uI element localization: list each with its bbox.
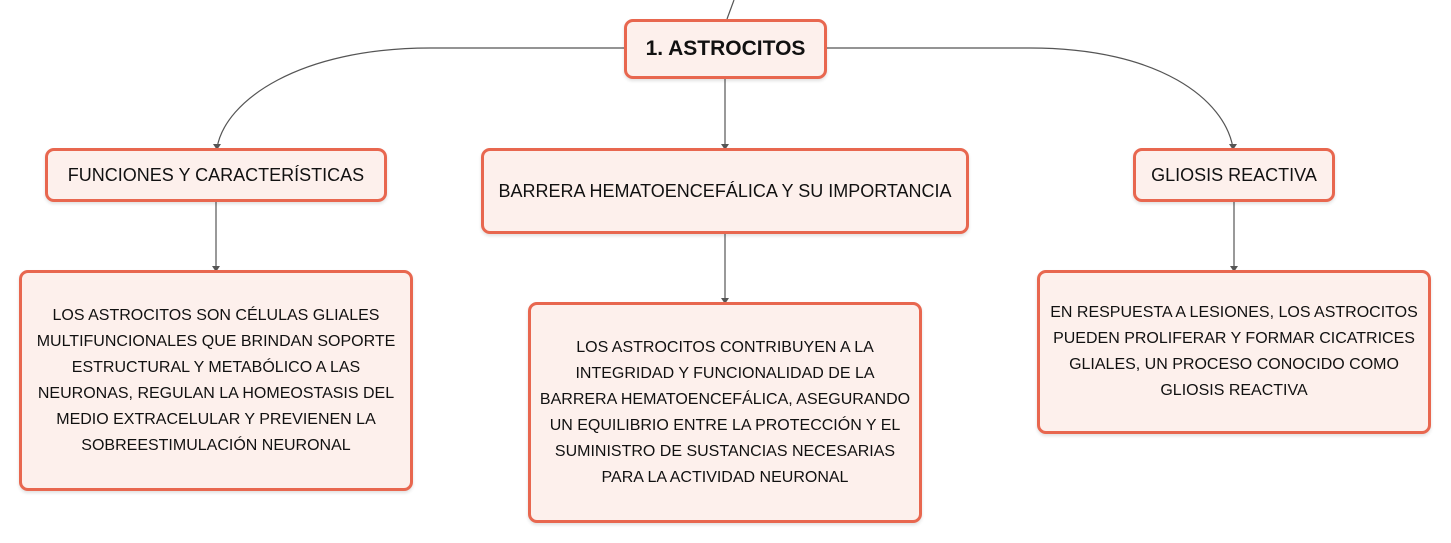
topic-node-gliosis[interactable] <box>1133 148 1335 202</box>
topic-label: FUNCIONES Y CARACTERÍSTICAS <box>67 164 365 185</box>
connector-incoming <box>727 0 734 19</box>
connector-root-topic-3 <box>827 48 1233 148</box>
topic-label: BARRERA HEMATOENCEFÁLICA Y SU IMPORTANCIA <box>498 180 952 201</box>
topic-node-funciones[interactable] <box>45 148 387 202</box>
detail-text: EN RESPUESTA A LESIONES, LOS ASTROCITOS PUEDEN PROLIFERAR Y FORMAR CICATRICES GLIALES, UN PROCESO CONOCIDO COMO GLIOSIS REACTIVA <box>1050 304 1418 399</box>
detail-node-funciones[interactable] <box>19 270 413 491</box>
topic-node-barrera[interactable] <box>481 148 969 234</box>
root-node[interactable] <box>624 19 827 79</box>
connector-root-topic-1 <box>217 48 625 148</box>
detail-text: LOS ASTROCITOS SON CÉLULAS GLIALES MULTIFUNCIONALES QUE BRINDAN SOPORTE ESTRUCTURAL Y METABÓLICO A LAS NEURONAS, REGULAN LA HOMEOSTASIS DEL MEDIO EXTRACELULAR Y PREVIENEN LA SOBREESTIMULACIÓN NEURONAL <box>36 306 396 454</box>
detail-node-barrera[interactable] <box>528 302 922 523</box>
topic-label: GLIOSIS REACTIVA <box>1151 164 1317 185</box>
root-label: 1. ASTROCITOS <box>645 37 806 60</box>
detail-node-gliosis[interactable] <box>1037 270 1431 434</box>
detail-text: LOS ASTROCITOS CONTRIBUYEN A LA INTEGRIDAD Y FUNCIONALIDAD DE LA BARRERA HEMATOENCEFÁLICA, ASEGURANDO UN EQUILIBRIO ENTRE LA PROTECCIÓN Y EL SUMINISTRO DE SUSTANCIAS NECESARIAS PARA LA ACTIVIDAD NEURONAL <box>539 338 911 486</box>
